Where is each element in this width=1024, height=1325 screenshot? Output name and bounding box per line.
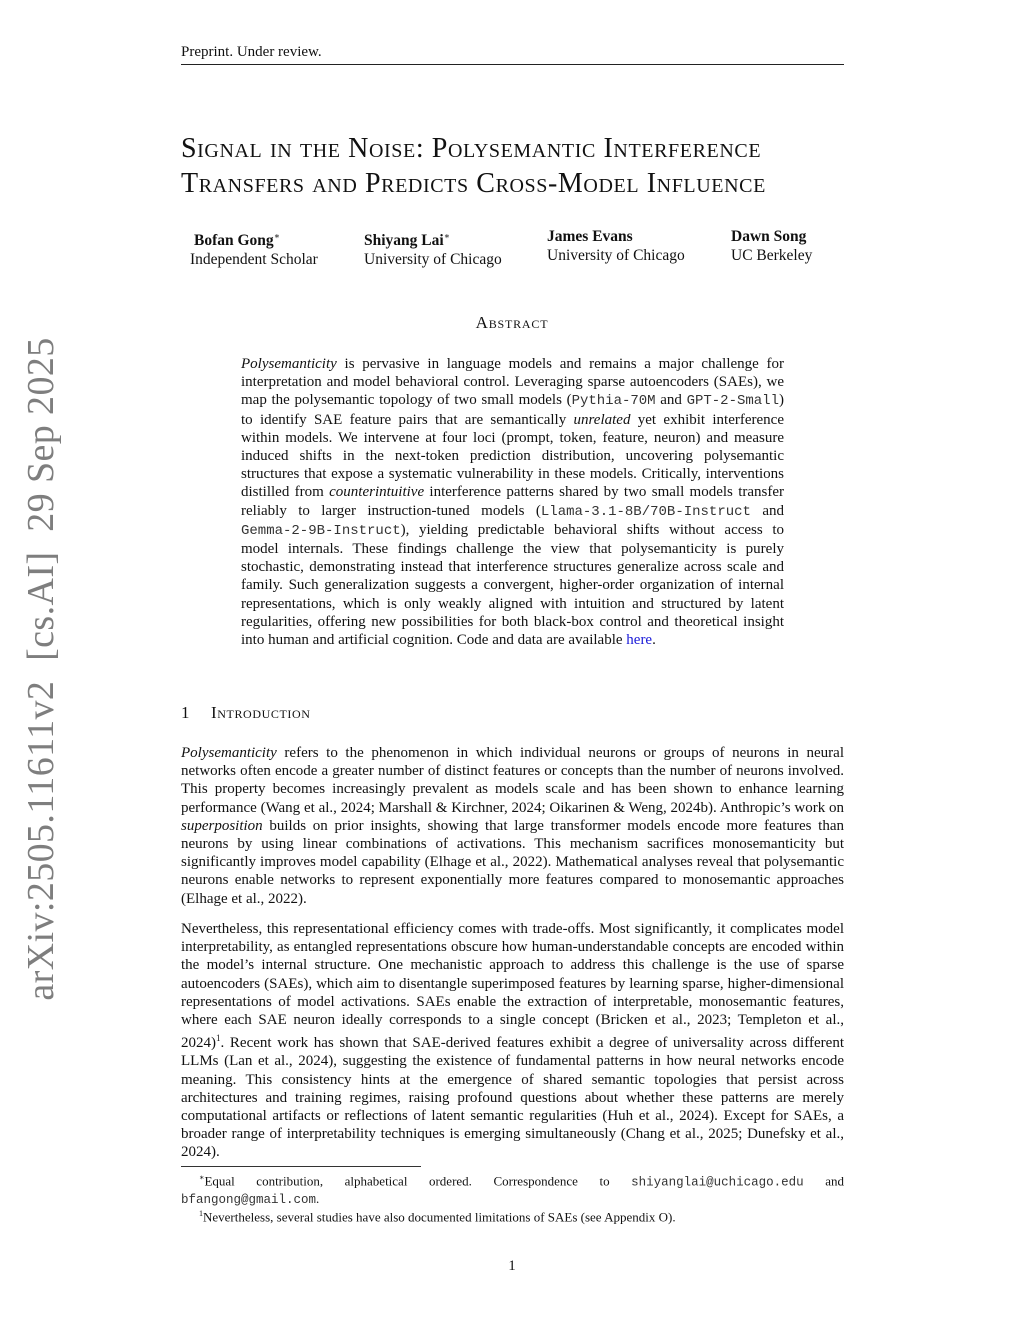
footnote-equal-contribution: [181, 1170, 844, 1208]
footnote-marker: 1: [199, 1209, 203, 1218]
text-run: Equal contribution, alphabetical ordered. Correspondence to: [204, 1173, 632, 1189]
author-name: Dawn Song: [731, 228, 807, 245]
author-affiliation: UC Berkeley: [731, 247, 813, 264]
emphasis-text: unrelated: [573, 411, 631, 428]
text-run: . Recent work has shown that SAE-derived features exhibit a degree of universality across different LLMs (Lan et al., 2024), suggesting the existence of fundamental patterns in how neural networks encode meaning. This consistency hints at the emergence of shared semantic topologies that persist across architectures and training regimes, raising profound questions about whether these patterns are merely computational artifacts or reflections of latent semantic regularities (Huh et al., 2024). Except for SAEs, a broader range of interpretability techniques is emerging simultaneously (Chang et al., 2025; Dunefsky et al., 2024).: [181, 1035, 844, 1161]
code-text: Llama-3.1-8B/70B-Instruct: [540, 503, 751, 520]
page-number: 1: [508, 1258, 516, 1274]
code-text: shiyanglai@uchicago.edu: [631, 1175, 804, 1190]
text-run: Nevertheless, several studies have also documented limitations of SAEs (see Appendix O).: [203, 1209, 676, 1225]
text-run: and: [750, 502, 784, 519]
footnote-marker: ∗: [199, 1173, 205, 1182]
code-text: GPT-2-Small: [686, 393, 779, 410]
text-run: interference patterns shared by two small models transfer reliably to larger instruction-tuned models (: [241, 484, 784, 519]
running-header: Preprint. Under review.: [181, 44, 844, 65]
text-run: and: [803, 1173, 844, 1189]
title-text: Transfers and Predicts Cross-Model Influence: [181, 168, 766, 199]
text-run: Nevertheless, this representational efficiency comes with trade-offs. Most significantly, it complicates model interpretability, as entangled representations obscure how human-understandable concepts are encoded within the model’s internal structure. One mechanistic approach to address this challenge is the use of sparse autoencoders (SAEs), which aim to disentangle superimposed features by learning sparse, higher-dimensional representations of model activations. SAEs enable the extraction of interpretable, monosemantic features, where each SAE neuron ideally corresponds to a single concept (Bricken et al., 2023; Templeton et al., 2024): [181, 921, 844, 1052]
footnote-marker: 1: [216, 1033, 221, 1044]
text-run: and: [655, 392, 687, 409]
arxiv-id-text: arXiv:2505.11611v2 [cs.AI] 29 Sep 2025: [20, 337, 62, 1001]
author-block: [547, 227, 685, 265]
intro-paragraph-1: [181, 744, 844, 908]
code-text: Gemma-2-9B-Instruct: [241, 522, 401, 539]
author-name: James Evans: [547, 228, 633, 245]
author-block: [731, 227, 812, 265]
code-text: bfangong@gmail.com: [181, 1192, 317, 1207]
text-run: ) to identify SAE feature pairs that are semantically: [241, 392, 784, 428]
footnote-rule: [181, 1166, 421, 1167]
section-title: Introduction: [211, 703, 311, 722]
text-run: is pervasive in language models and remains a major challenge for interpretation and model behavioral control. Leveraging sparse autoencoders (SAEs), we map the polysemantic topology of two small models (: [241, 356, 784, 409]
author-name: Bofan Gong: [194, 232, 274, 250]
code-text: Pythia-70M: [571, 393, 656, 410]
emphasis-text: Polysemanticity: [241, 356, 337, 372]
abstract-body: [241, 355, 784, 649]
text-run: .: [316, 1190, 320, 1206]
author-affiliation: University of Chicago: [547, 247, 685, 264]
abstract-heading: Abstract: [475, 313, 549, 332]
text-run: .: [652, 632, 656, 649]
author-mark: ∗: [443, 231, 450, 241]
emphasis-text: superposition: [181, 817, 263, 834]
title-line-1: [181, 131, 861, 166]
author-affiliation: Independent Scholar: [190, 251, 318, 269]
section-number: 1: [181, 703, 190, 722]
text-run: refers to the phenomenon in which individual neurons or groups of neurons in neural networks often encode a greater number of distinct features or concepts than the number of neurons involved. This property becomes increasingly prevalent as models scale and has been shown to enhance learning performance (Wang et al., 2024; Marshall & Kirchner, 2024; Oikarinen & Weng, 2024b). Anthropic’s work on: [181, 745, 844, 816]
author-mark: ∗: [273, 231, 280, 241]
author-name: Shiyang Lai: [364, 232, 444, 250]
text-run: builds on prior insights, showing that large transformer models encode more features than neurons by using linear combinations of activations. This mechanism sacrifices monosemanticity but significantly improves model capability (Elhage et al., 2022). Mathematical analyses reveal that polysemantic neurons enable networks to represent exponentially more features compared to monosemantic approaches (Elhage et al., 2022).: [181, 817, 844, 907]
text-run: yet exhibit interference within models. We intervene at four loci (prompt, token, feature, neuron) and measure induced shifts in the next-token prediction distribution, uncovering polysemantic structures that expose a systematic vulnerability in these models. Critically, interventions distilled from: [241, 411, 784, 501]
section-heading-introduction: [181, 703, 311, 723]
author-affiliation: University of Chicago: [364, 251, 502, 269]
footnote-1: [181, 1206, 844, 1226]
author-block: [190, 227, 318, 269]
arxiv-identifier: [19, 337, 63, 1000]
title-text: Signal in the Noise: Polysemantic Interference: [181, 133, 762, 164]
paper-title: [181, 131, 861, 201]
emphasis-text: Polysemanticity: [181, 745, 277, 761]
intro-paragraph-2: [181, 920, 844, 1162]
emphasis-text: counterintuitive: [329, 484, 425, 501]
text-run: ), yielding predictable behavioral shifts without access to model internals. These findings challenge the view that polysemanticity is purely stochastic, demonstrating instead that interference structures generalize across scale and family. Such generalization suggests a convergent, higher-order organization of internal representations, which is only weakly aligned with intuition and structured by latent regularities, offering new possibilities for both black-box control and theoretical insight into human and artificial cognition. Code and data are available: [241, 521, 784, 649]
code-link[interactable]: here: [626, 632, 653, 649]
title-line-2: [181, 166, 861, 201]
author-block: [364, 227, 502, 269]
